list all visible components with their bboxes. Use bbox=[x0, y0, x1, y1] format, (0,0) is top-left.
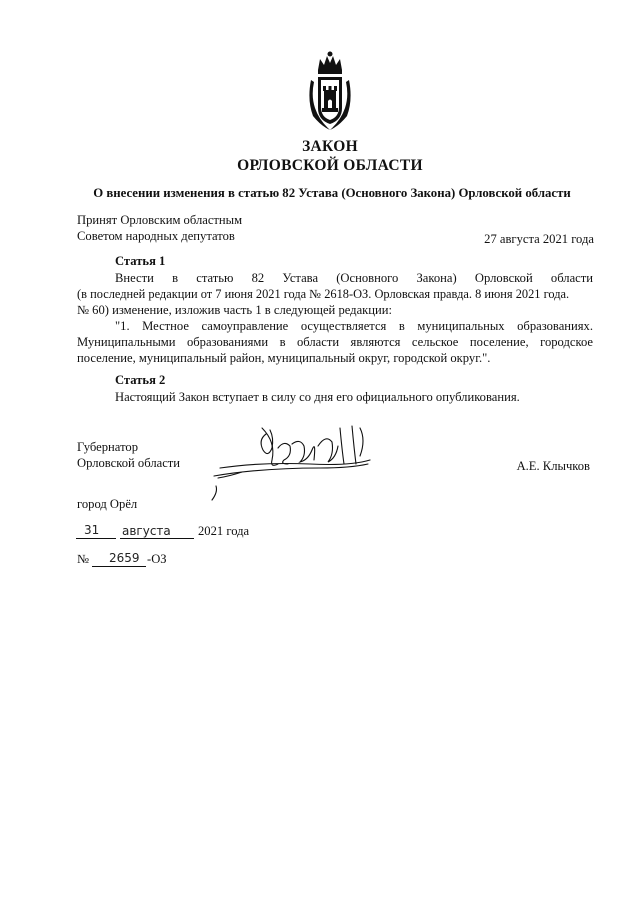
region-title: ОРЛОВСКОЙ ОБЛАСТИ bbox=[237, 157, 423, 174]
article-2-heading: Статья 2 bbox=[115, 373, 166, 387]
article-1-quote-line2: Муниципальными образованиями в области являются сельское поселение, городское bbox=[77, 335, 593, 349]
adopted-by-line2: Советом народных депутатов bbox=[77, 229, 235, 243]
law-subject: О внесении изменения в статью 82 Устава (Основного Закона) Орловской области bbox=[93, 186, 571, 200]
city: город Орёл bbox=[77, 497, 138, 511]
law-number-suffix: -ОЗ bbox=[147, 552, 167, 566]
article-1-text-line1: Внести в статью 82 Устава (Основного Закона) Орловской области bbox=[115, 271, 593, 285]
signing-year: 2021 года bbox=[198, 524, 250, 538]
article-1-text-line3: № 60) изменение, изложив часть 1 в следующей редакции: bbox=[77, 303, 392, 317]
signing-month: августа bbox=[122, 524, 171, 538]
law-title: ЗАКОН bbox=[302, 138, 358, 155]
signatory-name: А.Е. Клычков bbox=[516, 459, 590, 473]
adoption-date: 27 августа 2021 года bbox=[484, 232, 594, 246]
signing-day: 31 bbox=[84, 523, 100, 537]
adopted-by-line1: Принят Орловским областным bbox=[77, 213, 243, 227]
signatory-position-line1: Губернатор bbox=[77, 440, 138, 454]
article-1-text-line2: (в последней редакции от 7 июня 2021 года № 2618-ОЗ. Орловская правда. 8 июня 2021 года. bbox=[77, 287, 570, 301]
law-number: 2659 bbox=[109, 551, 140, 565]
article-1-quote-line3: поселение, муниципальный район, муниципальный округ, городской округ.". bbox=[77, 351, 491, 365]
coat-of-arms-icon bbox=[305, 50, 355, 132]
article-1-quote-line1: "1. Местное самоуправление осуществляется в муниципальных образованиях. bbox=[115, 319, 593, 333]
law-number-prefix: № bbox=[77, 552, 90, 566]
handwritten-signature bbox=[200, 420, 380, 505]
article-1-heading: Статья 1 bbox=[115, 254, 166, 268]
article-2-text: Настоящий Закон вступает в силу со дня его официального опубликования. bbox=[115, 390, 520, 404]
signatory-position-line2: Орловской области bbox=[77, 456, 181, 470]
